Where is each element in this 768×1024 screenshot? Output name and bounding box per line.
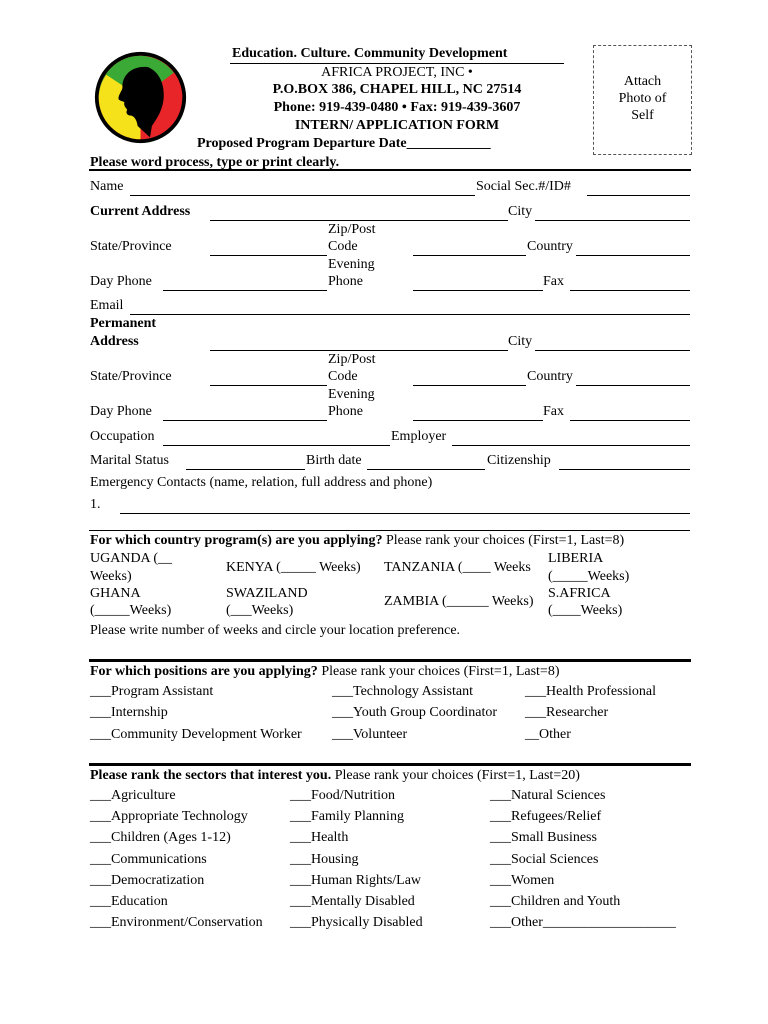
zambia-option[interactable]: ZAMBIA (______ Weeks) — [384, 594, 534, 609]
evening-phone-label: Evening — [328, 257, 375, 272]
sector-option[interactable]: ___Women — [490, 873, 555, 888]
fax-label: Fax — [543, 404, 564, 419]
position-option[interactable]: ___Community Development Worker — [90, 727, 302, 742]
marital-status-field[interactable] — [186, 469, 305, 470]
uganda-option[interactable]: UGANDA (__ — [90, 551, 173, 566]
sector-option[interactable]: ___Environment/Conservation — [90, 915, 263, 930]
org-phone: Phone: 919-439-0480 • Fax: 919-439-3607 — [273, 100, 521, 115]
country-question — [90, 533, 624, 549]
header-rule — [230, 63, 564, 64]
day-phone-label: Day Phone — [90, 274, 152, 289]
emergency-contact-field[interactable] — [120, 513, 690, 514]
name-field[interactable] — [130, 195, 475, 196]
sector-option[interactable]: ___Food/Nutrition — [290, 788, 396, 803]
permanent-address-label: Address — [90, 334, 139, 349]
swaziland-option[interactable]: SWAZILAND — [226, 586, 308, 601]
country-label: Country — [527, 239, 573, 254]
liberia-option[interactable]: (_____Weeks) — [548, 569, 630, 584]
zip-field[interactable] — [413, 255, 526, 256]
occupation-field[interactable] — [163, 445, 390, 446]
tanzania-option[interactable]: TANZANIA (____ Weeks — [384, 560, 531, 575]
ghana-option[interactable]: GHANA — [90, 586, 141, 601]
city-field[interactable] — [535, 220, 690, 221]
tagline: Education. Culture. Community Development — [232, 46, 508, 61]
day-phone-field[interactable] — [163, 290, 327, 291]
position-option[interactable]: ___Youth Group Coordinator — [332, 705, 498, 720]
position-option[interactable]: ___Health Professional — [525, 684, 657, 699]
photo-label: Attach — [623, 74, 662, 89]
sector-option[interactable]: ___Health — [290, 830, 349, 845]
employer-field[interactable] — [452, 445, 690, 446]
zip-field[interactable] — [413, 385, 526, 386]
ssn-field[interactable] — [587, 195, 690, 196]
occupation-label: Occupation — [90, 429, 155, 444]
emergency-contacts-label: Emergency Contacts (name, relation, full address and phone) — [90, 475, 433, 490]
country-question-bold: For which country program(s) are you applying? — [90, 533, 383, 548]
sector-option[interactable]: ___Family Planning — [290, 809, 404, 824]
position-option[interactable]: ___Internship — [90, 705, 168, 720]
uganda-option[interactable]: Weeks) — [90, 569, 132, 584]
sectors-question — [90, 768, 580, 784]
ssn-label: Social Sec.#/ID# — [476, 179, 571, 194]
sector-option[interactable]: ___Human Rights/Law — [290, 873, 422, 888]
position-option[interactable]: __Other — [525, 727, 571, 742]
current-address-field[interactable] — [210, 220, 508, 221]
departure-date-field[interactable]: Proposed Program Departure Date____________ — [197, 136, 491, 151]
zip-label: Code — [328, 369, 358, 384]
emergency-contact-number: 1. — [90, 497, 101, 512]
sector-option[interactable]: ___Housing — [290, 852, 359, 867]
sector-option[interactable]: ___Children and Youth — [490, 894, 621, 909]
ghana-option[interactable]: (_____Weeks) — [90, 603, 172, 618]
email-label: Email — [90, 298, 124, 313]
city-field[interactable] — [535, 350, 690, 351]
evening-phone-field[interactable] — [413, 420, 543, 421]
photo-label: Self — [631, 108, 654, 123]
position-option[interactable]: ___Program Assistant — [90, 684, 214, 699]
south-africa-option[interactable]: S.AFRICA — [548, 586, 611, 601]
positions-question-rest: Please rank your choices (First=1, Last=8) — [317, 664, 560, 679]
zip-label: Code — [328, 239, 358, 254]
permanent-address-field[interactable] — [210, 350, 508, 351]
sector-option[interactable]: ___Democratization — [90, 873, 205, 888]
sector-option[interactable]: ___Refugees/Relief — [490, 809, 602, 824]
day-phone-field[interactable] — [163, 420, 327, 421]
south-africa-option[interactable]: (____Weeks) — [548, 603, 623, 618]
evening-phone-label: Phone — [328, 274, 363, 289]
sector-option[interactable]: ___Appropriate Technology — [90, 809, 248, 824]
divider — [89, 169, 691, 171]
country-field[interactable] — [576, 255, 690, 256]
country-question-rest: Please rank your choices (First=1, Last=8) — [382, 533, 625, 548]
employer-label: Employer — [391, 429, 447, 444]
evening-phone-field[interactable] — [413, 290, 543, 291]
weeks-note: Please write number of weeks and circle your location preference. — [90, 623, 461, 638]
citizenship-label: Citizenship — [487, 453, 551, 468]
country-field[interactable] — [576, 385, 690, 386]
section-divider — [89, 659, 691, 662]
photo-label: Photo of — [618, 91, 667, 106]
positions-question-bold: For which positions are you applying? — [90, 664, 318, 679]
sector-option[interactable]: ___Education — [90, 894, 168, 909]
day-phone-label: Day Phone — [90, 404, 152, 419]
evening-phone-label: Phone — [328, 404, 363, 419]
instruction: Please word process, type or print clearly. — [90, 155, 340, 170]
photo-placeholder — [593, 45, 692, 155]
birth-date-field[interactable] — [367, 469, 485, 470]
org-name: AFRICA PROJECT, INC • — [321, 65, 473, 80]
citizenship-field[interactable] — [559, 469, 690, 470]
fax-label: Fax — [543, 274, 564, 289]
sector-option[interactable]: ___Physically Disabled — [290, 915, 423, 930]
sector-option[interactable]: ___Communications — [90, 852, 207, 867]
sector-option[interactable]: ___Children (Ages 1-12) — [90, 830, 231, 845]
zip-label: Zip/Post — [328, 222, 376, 237]
sector-option[interactable]: ___Social Sciences — [490, 852, 599, 867]
emergency-contact-field[interactable] — [89, 530, 690, 531]
swaziland-option[interactable]: (___Weeks) — [226, 603, 294, 618]
sector-option[interactable]: ___Agriculture — [90, 788, 176, 803]
africa-project-logo — [93, 50, 188, 145]
sector-option[interactable]: ___Other___________________ — [490, 915, 676, 930]
zip-label: Zip/Post — [328, 352, 376, 367]
current-address-label: Current Address — [90, 204, 191, 219]
liberia-option[interactable]: LIBERIA — [548, 551, 604, 566]
state-field[interactable] — [210, 255, 327, 256]
kenya-option[interactable]: KENYA (_____ Weeks) — [226, 560, 361, 575]
org-address: P.O.BOX 386, CHAPEL HILL, NC 27514 — [272, 82, 522, 97]
email-field[interactable] — [130, 314, 690, 315]
positions-question — [90, 664, 560, 680]
name-label: Name — [90, 179, 124, 194]
city-label: City — [508, 334, 533, 349]
position-option[interactable]: ___Researcher — [525, 705, 609, 720]
section-divider — [89, 763, 691, 766]
sector-option[interactable]: ___Natural Sciences — [490, 788, 606, 803]
form-title: INTERN/ APPLICATION FORM — [294, 118, 500, 133]
state-label: State/Province — [90, 239, 172, 254]
position-option[interactable]: ___Volunteer — [332, 727, 408, 742]
position-option[interactable]: ___Technology Assistant — [332, 684, 473, 699]
state-label: State/Province — [90, 369, 172, 384]
sectors-question-bold: Please rank the sectors that interest you. — [90, 768, 332, 783]
city-label: City — [508, 204, 533, 219]
sector-option[interactable]: ___Small Business — [490, 830, 597, 845]
country-label: Country — [527, 369, 573, 384]
birth-date-label: Birth date — [306, 453, 362, 468]
marital-status-label: Marital Status — [90, 453, 169, 468]
fax-field[interactable] — [570, 420, 690, 421]
evening-phone-label: Evening — [328, 387, 375, 402]
sectors-question-rest: Please rank your choices (First=1, Last=20) — [331, 768, 580, 783]
permanent-address-label: Permanent — [90, 316, 157, 331]
sector-option[interactable]: ___Mentally Disabled — [290, 894, 415, 909]
state-field[interactable] — [210, 385, 327, 386]
fax-field[interactable] — [570, 290, 690, 291]
